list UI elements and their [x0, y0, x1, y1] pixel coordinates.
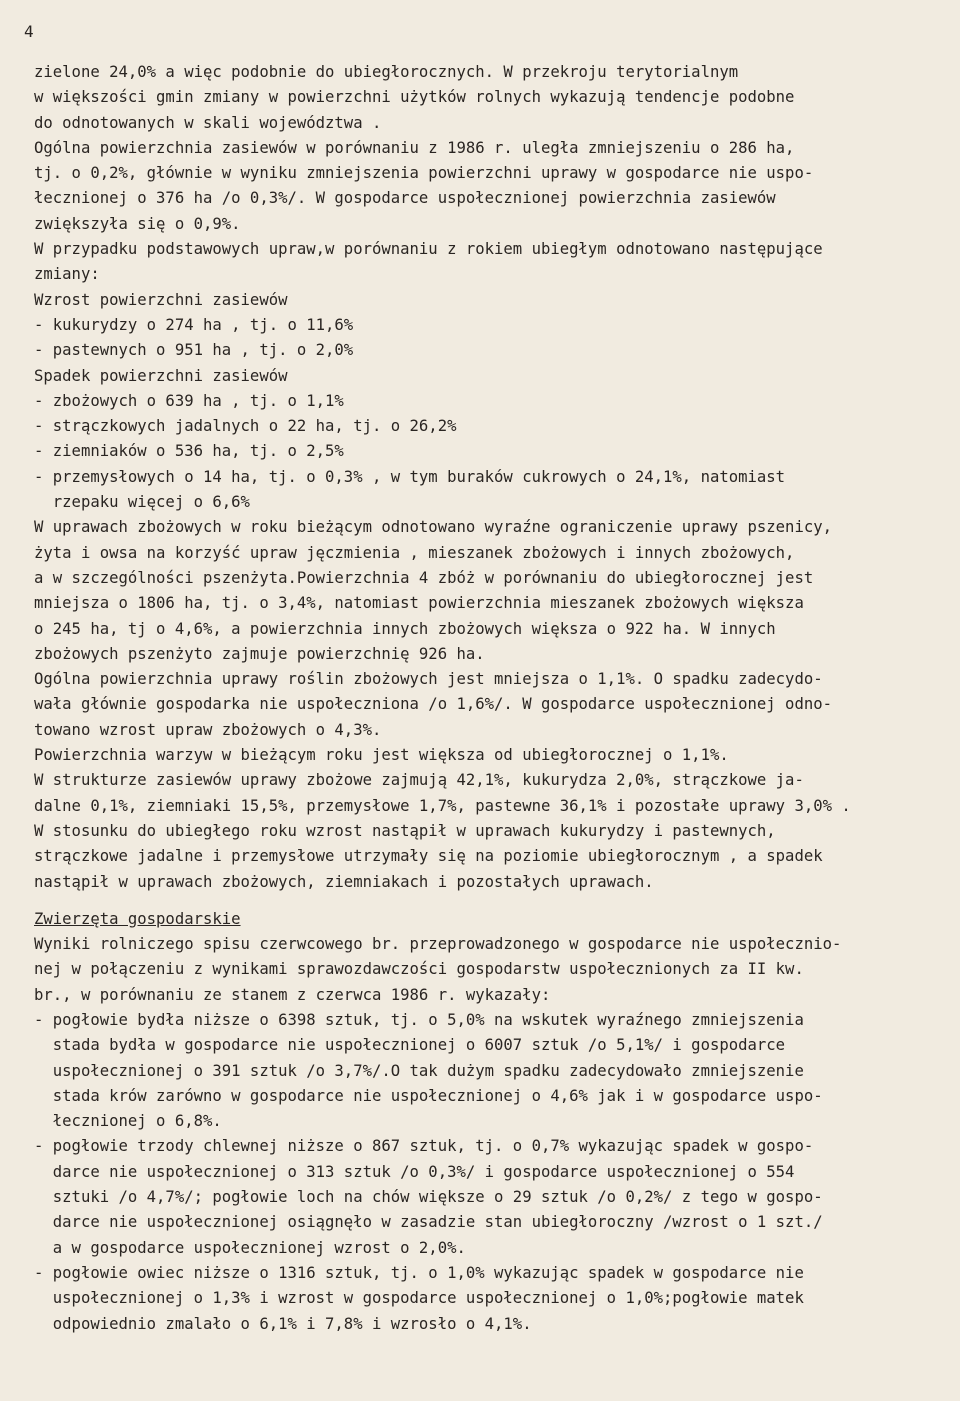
list-item: rzepaku więcej o 6,6% [34, 493, 250, 512]
text-line: - pogłowie trzody chlewnej niższe o 867 sztuk, tj. o 0,7% wykazując spadek w gospo- [34, 1137, 814, 1156]
list-item-cattle [34, 1008, 934, 1134]
text-line: Wyniki rolniczego spisu czerwcowego br. przeprowadzonego w gospodarce nie uspołecznio- [34, 935, 842, 954]
text-line: uspołecznionej o 391 sztuk /o 3,7%/.O tak dużym spadku zadecydowało zmniejszenie [34, 1061, 804, 1080]
list-item-sheep [34, 1261, 934, 1337]
text-line: a w szczególności pszenżyta.Powierzchnia 4 zbóż w porównaniu do ubiegłorocznej jest [34, 568, 814, 587]
text-line: strączkowe jadalne i przemysłowe utrzymały się na poziomie ubiegłorocznym , a spadek [34, 847, 823, 866]
text-line: wała głównie gospodarka nie uspołeczniona /o 1,6%/. W gospodarce uspołecznionej odno- [34, 695, 832, 714]
text-line: nej w połączeniu z wynikami sprawozdawczości gospodarstw uspołecznionych za II kw. [34, 960, 804, 979]
text-line: a w gospodarce uspołecznionej wzrost o 2,0%. [34, 1238, 466, 1257]
text-line: żyta i owsa na korzyść upraw jęczmienia , mieszanek zbożowych i innych zbożowych, [34, 543, 795, 562]
text-line: nastąpił w uprawach zbożowych, ziemniakach i pozostałych uprawach. [34, 872, 654, 891]
text-line: sztuki /o 4,7%/; pogłowie loch na chów większe o 29 sztuk /o 0,2%/ z tego w gospo- [34, 1188, 823, 1207]
decrease-list [34, 389, 934, 515]
text-line: zielone 24,0% a więc podobnie do ubiegłorocznych. W przekroju terytorialnym [34, 63, 739, 81]
text-line: uspołecznionej o 1,3% i wzrost w gospodarce uspołecznionej o 1,0%;pogłowie matek [34, 1289, 804, 1308]
text-line: mniejsza o 1806 ha, tj. o 3,4%, natomiast powierzchnia mieszanek zbożowych większa [34, 594, 804, 613]
text-line: łecznionej o 376 ha /o 0,3%/. W gospodarce uspołecznionej powierzchnia zasiewów [34, 189, 776, 208]
text-line: o 245 ha, tj o 4,6%, a powierzchnia innych zbożowych większa o 922 ha. W innych [34, 619, 776, 638]
livestock-intro [34, 932, 934, 1008]
text-line: darce nie uspołecznionej o 313 sztuk /o 0,3%/ i gospodarce uspołecznionej o 554 [34, 1162, 795, 1181]
text-line: Powierzchnia warzyw w bieżącym roku jest większa od ubiegłorocznej o 1,1%. [34, 746, 729, 765]
list-item-pigs [34, 1134, 934, 1260]
list-item: - zbożowych o 639 ha , tj. o 1,1% [34, 391, 344, 410]
list-item: - pastewnych o 951 ha , tj. o 2,0% [34, 341, 354, 360]
text-line: darce nie uspołecznionej osiągnęło w zasadzie stan ubiegłoroczny /wzrost o 1 szt./ [34, 1213, 823, 1232]
list-item: - kukurydzy o 274 ha , tj. o 11,6% [34, 315, 354, 334]
text-line: odpowiednio zmalało o 6,1% i 7,8% i wzrosło o 4,1%. [34, 1314, 532, 1333]
text-line: do odnotowanych w skali województwa . [34, 113, 382, 132]
text-line: towano wzrost upraw zbożowych o 4,3%. [34, 720, 382, 739]
text-line: Ogólna powierzchnia zasiewów w porównaniu z 1986 r. uległa zmniejszeniu o 286 ha, [34, 138, 795, 157]
list-item: - ziemniaków o 536 ha, tj. o 2,5% [34, 442, 344, 461]
text-line: W uprawach zbożowych w roku bieżącym odnotowano wyraźne ograniczenie uprawy pszenicy, [34, 518, 832, 537]
text-line: łecznionej o 6,8%. [34, 1112, 222, 1131]
text-line: stada krów zarówno w gospodarce nie uspołecznionej o 4,6% jak i w gospodarce uspo- [34, 1086, 823, 1105]
increase-title: Wzrost powierzchni zasiewów [34, 290, 288, 309]
decrease-title: Spadek powierzchni zasiewów [34, 366, 288, 385]
text-line: w większości gmin zmiany w powierzchni użytków rolnych wykazują tendencje podobne [34, 88, 795, 107]
text-line: Ogólna powierzchnia uprawy roślin zbożowych jest mniejsza o 1,1%. O spadku zadecydo- [34, 670, 823, 689]
text-line: zwiększyła się o 0,9%. [34, 214, 241, 233]
text-line: W stosunku do ubiegłego roku wzrost nastąpił w uprawach kukurydzy i pastewnych, [34, 821, 776, 840]
text-line: zmiany: [34, 265, 100, 284]
livestock-list [34, 1008, 934, 1337]
document-body [34, 60, 934, 1337]
text-line: br., w porównaniu ze stanem z czerwca 1986 r. wykazały: [34, 985, 551, 1004]
text-line: stada bydła w gospodarce nie uspołecznionej o 6007 sztuk /o 5,1%/ i gospodarce [34, 1036, 786, 1055]
increase-list [34, 313, 934, 364]
list-item: - strączkowych jadalnych o 22 ha, tj. o 26,2% [34, 417, 457, 436]
text-line: tj. o 0,2%, głównie w wyniku zmniejszenia powierzchni uprawy w gospodarce nie uspo- [34, 164, 814, 183]
page-number: 4 [24, 22, 34, 41]
list-item: - przemysłowych o 14 ha, tj. o 0,3% , w tym buraków cukrowych o 24,1%, natomiast [34, 467, 786, 486]
text-line: - pogłowie bydła niższe o 6398 sztuk, tj. o 5,0% na wskutek wyraźnego zmniejszenia [34, 1010, 804, 1029]
text-line: zbożowych pszenżyto zajmuje powierzchnię 926 ha. [34, 644, 485, 663]
section-heading: Zwierzęta gospodarskie [34, 909, 241, 928]
text-line: W strukturze zasiewów uprawy zbożowe zajmują 42,1%, kukurydza 2,0%, strączkowe ja- [34, 771, 804, 790]
intro-paragraph [34, 60, 934, 313]
text-line: W przypadku podstawowych upraw,w porównaniu z rokiem ubiegłym odnotowano następujące [34, 240, 823, 259]
text-line: dalne 0,1%, ziemniaki 15,5%, przemysłowe 1,7%, pastewne 36,1% i pozostałe uprawy 3,0% . [34, 796, 851, 815]
cereals-paragraph [34, 515, 934, 894]
text-line: - pogłowie owiec niższe o 1316 sztuk, tj. o 1,0% wykazując spadek w gospodarce nie [34, 1263, 804, 1282]
